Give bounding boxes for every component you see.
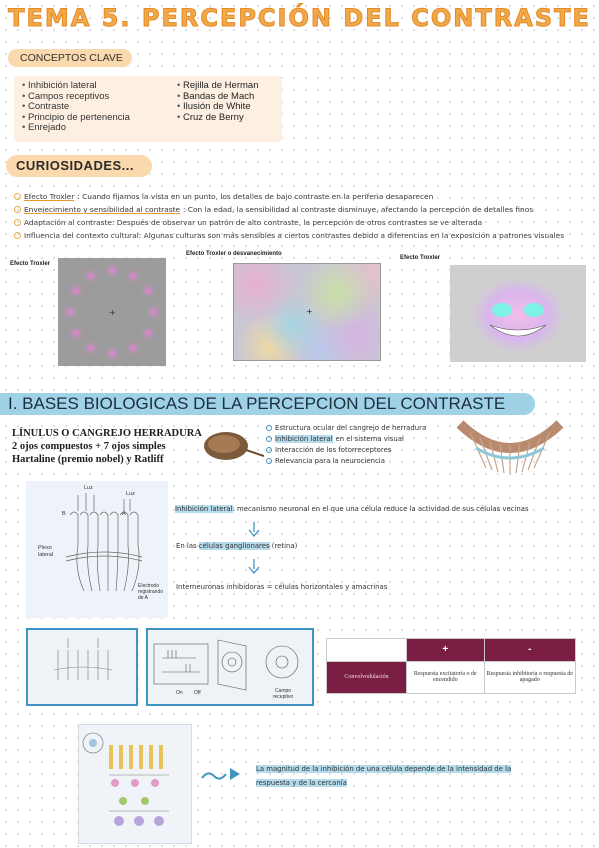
small-diagram-1 [26, 628, 138, 706]
bullet-circle-icon [14, 193, 21, 200]
limulus-bullet [266, 433, 426, 444]
lateral-inhibition-diagram [26, 481, 168, 618]
bullet-circle-icon [14, 232, 21, 239]
table-header-plus: + [407, 639, 485, 662]
diagram-label: B [62, 511, 66, 517]
conclusion-line-1 [256, 765, 511, 773]
bullet-circle-icon [14, 206, 21, 213]
concept-item: • Bandas de Mach [177, 92, 258, 103]
diagram-label: Luz [84, 485, 93, 491]
curiosidades-heading-pill [6, 155, 152, 177]
table-cell: Respuesta inhibitoria o respuesta de apagado [484, 661, 575, 693]
curiosidad-text: : Con la edad, la sensibilidad al contraste disminuye, afectando la percepción de detalles finos [183, 205, 534, 214]
flow-line-2 [176, 542, 297, 550]
table-header-minus: - [484, 639, 575, 662]
page-title: TEMA 5. PERCEPCIÓN DEL CONTRASTE [8, 4, 591, 32]
bullet-text: Estructura ocular del cangrejo de herradura [275, 423, 427, 432]
troxler-figure-2 [233, 263, 381, 361]
retina-diagram [78, 724, 192, 844]
diagram-label: Plexo lateral [38, 545, 53, 558]
troxler-figure-3 [450, 265, 586, 362]
small-diagram-2 [146, 628, 314, 706]
limulus-bullet [266, 455, 426, 466]
limulus-line: Hartaline (premio nobel) y Ratliff [12, 454, 164, 465]
bullet-circle-icon [266, 447, 272, 453]
bullet-circle-icon [266, 436, 272, 442]
bullet-circle-icon [14, 219, 21, 226]
flow-line-1 [175, 505, 529, 513]
limulus-bullet [266, 444, 426, 455]
bullet-circle-icon [266, 458, 272, 464]
concept-item: • Ilusión de White [177, 102, 258, 113]
conceptos-heading: CONCEPTOS CLAVE [20, 52, 123, 64]
diagram-label: A [122, 511, 126, 517]
conceptos-box [14, 76, 282, 142]
diagram-label: Electrodo registrando de A [138, 583, 164, 601]
concept-item: • Enrejado [22, 123, 130, 134]
concept-item: • Campos receptivos [22, 92, 130, 103]
limulus-bullet [266, 422, 426, 433]
cheshire-cat-illustration [450, 265, 586, 362]
figure-caption: Efecto Troxler o desvanecimiento [186, 251, 282, 257]
down-arrow-icon [247, 559, 261, 575]
flow-highlight: Inhibición lateral [175, 505, 233, 513]
flow-text: (retina) [269, 542, 298, 550]
concept-item: • Cruz de Berny [177, 113, 258, 124]
concept-item: • Inhibición lateral [22, 81, 130, 92]
ommatidia-thumbnail [28, 630, 136, 704]
table-cell: Respuesta excitatoria o de encendido [407, 661, 485, 693]
diagram-label: Campo receptivo [272, 688, 294, 700]
concept-item: • Principio de pertenencia [22, 113, 130, 124]
conceptos-list-2 [177, 81, 258, 123]
table-corner [327, 639, 407, 662]
bullet-circle-icon [266, 425, 272, 431]
bullet-text: Interacción de los fotorreceptores [275, 445, 392, 454]
table-row-label: Convolvodulación [327, 661, 407, 693]
fixation-cross-icon: + [306, 307, 313, 316]
wavy-arrow-icon [200, 768, 230, 784]
limulus-bullet-list [266, 422, 426, 466]
bullet-text: Relevancia para la neurociencia [275, 456, 385, 465]
triangle-arrow-icon [230, 768, 242, 782]
flow-line-3: Interneuronas inhibidoras = células horizontales y amacrinas [176, 583, 388, 591]
flow-highlight: células ganglionares [198, 542, 270, 550]
section-heading: I. BASES BIOLOGICAS DE LA PERCEPCION DEL CONTRASTE [0, 393, 535, 415]
curiosidades-heading: CURIOSIDADES... [16, 158, 135, 173]
troxler-figure-1 [58, 258, 166, 366]
diagram-label: Off [194, 690, 201, 696]
conclusion-line-2 [256, 779, 347, 787]
limulus-line: 2 ojos compuestos + 7 ojos simples [12, 441, 166, 452]
curiosidad-text: : Cuando fijamos la vista en un punto, los detalles de bajo contraste en la periferia desaparecen [77, 192, 434, 201]
conceptos-heading-pill [8, 49, 132, 67]
concept-item: • Rejilla de Herman [177, 81, 258, 92]
curiosidad-item [14, 231, 564, 240]
compound-eye-illustration [456, 416, 564, 478]
bullet-highlight: Inhibición lateral [275, 434, 333, 443]
figure-caption: Efecto Troxler [400, 255, 441, 261]
convolution-table [326, 638, 576, 694]
conceptos-list-1 [22, 81, 130, 134]
limulus-line: LÍNULUS O CANGREJO HERRADURA [12, 428, 202, 439]
curiosidad-text: Influencia del contexto cultural: Algunas culturas son más sensibles a ciertos contrastes debido a diferencias en la exposición a patrones visuales [24, 231, 565, 240]
retina-cells-drawing [79, 725, 193, 845]
curiosidad-text: Adaptación al contraste: Después de observar un patrón de alto contraste, la percepción de otros contrastes se ve alterada [24, 218, 483, 227]
figure-caption: Efecto Troxler [10, 261, 51, 267]
diagram-label: On [176, 690, 183, 696]
flow-text: : mecanismo neuronal en el que una célula reduce la actividad de sus células vecinas [232, 505, 529, 513]
concept-item: • Contraste [22, 102, 130, 113]
flow-text: En las [176, 542, 199, 550]
horseshoe-crab-illustration [200, 426, 264, 468]
curiosidad-item [14, 192, 433, 201]
conclusion-text: La magnitud de la inhibición de una célula depende de la intensidad de la [256, 765, 512, 773]
curiosidad-term: Efecto Troxler [24, 192, 75, 201]
ommatidia-drawing [26, 481, 168, 618]
curiosidad-item [14, 205, 533, 214]
diagram-label: Luz [126, 491, 135, 497]
troxler-circle-illustration [58, 258, 166, 366]
conclusion-text: respuesta y de la cercanía [256, 779, 347, 787]
svg-text:+: + [109, 308, 116, 317]
receptive-field-drawing [148, 630, 312, 704]
curiosidad-term: Envejecimiento y sensibilidad al contraste [24, 205, 181, 214]
bullet-text: en el sistema visual [335, 434, 404, 443]
curiosidad-item [14, 218, 482, 227]
down-arrow-icon [247, 522, 261, 538]
